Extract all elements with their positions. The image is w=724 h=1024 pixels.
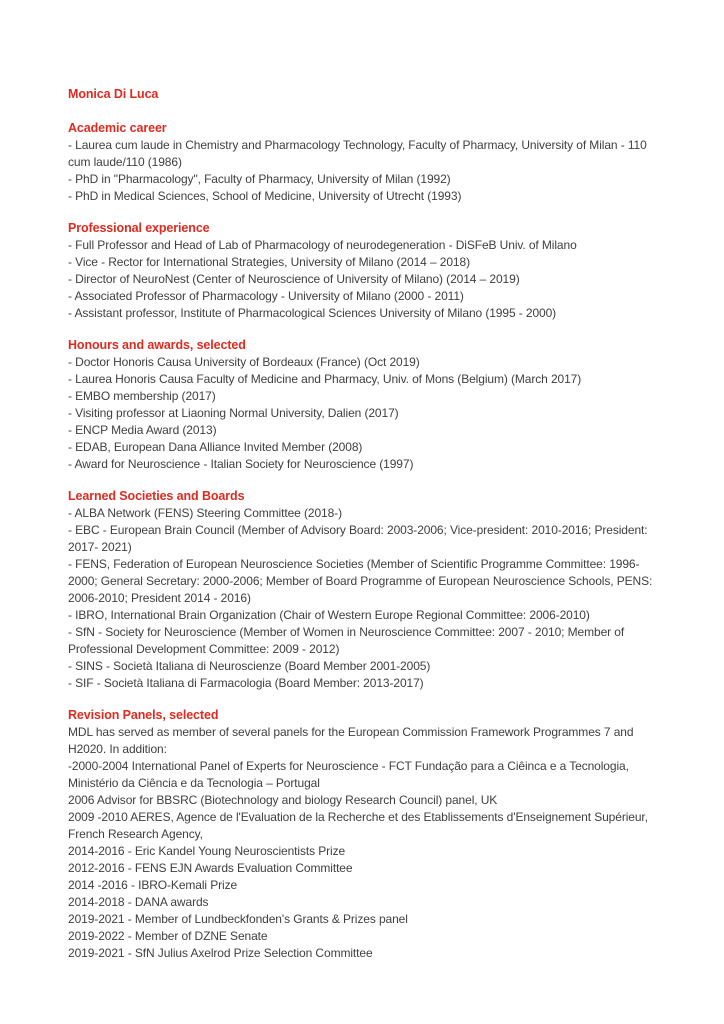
- cv-content: [68, 86, 660, 962]
- cv-line: - Laurea cum laude in Chemistry and Pharmacology Technology, Faculty of Pharmacy, University of Milan - 110 cum laude/110 (1986): [68, 138, 647, 169]
- cv-line: - EMBO membership (2017): [68, 389, 216, 403]
- cv-line: 2019-2021 - Member of Lundbeckfonden's Grants & Prizes panel: [68, 912, 408, 926]
- cv-line: - Director of NeuroNest (Center of Neuroscience of University of Milano) (2014 – 2019): [68, 272, 520, 286]
- cv-section: [68, 120, 660, 205]
- cv-line: - Associated Professor of Pharmacology - University of Milano (2000 - 2011): [68, 289, 464, 303]
- cv-line: - EBC - European Brain Council (Member of Advisory Board: 2003-2006; Vice-president: 2010-2016; President: 2017- 2021): [68, 523, 648, 554]
- cv-line: 2012-2016 - FENS EJN Awards Evaluation Committee: [68, 861, 353, 875]
- cv-line: -2000-2004 International Panel of Experts for Neuroscience - FCT Fundação para a Ciêinca e a Tecnologia, Ministério da Ciência e da Tecnologia – Portugal: [68, 759, 629, 790]
- cv-line: 2014 -2016 - IBRO-Kemali Prize: [68, 878, 238, 892]
- cv-line: - Doctor Honoris Causa University of Bordeaux (France) (Oct 2019): [68, 355, 420, 369]
- cv-line: 2009 -2010 AERES, Agence de l'Evaluation de la Recherche et des Etablissements d'Enseignement Supérieur, French Research Agency,: [68, 810, 648, 841]
- cv-line: 2019-2021 - SfN Julius Axelrod Prize Selection Committee: [68, 946, 373, 960]
- section-heading: Honours and awards, selected: [68, 338, 246, 352]
- cv-section: [68, 220, 660, 322]
- section-heading: Academic career: [68, 121, 167, 135]
- cv-line: - PhD in "Pharmacology", Faculty of Pharmacy, University of Milan (1992): [68, 172, 451, 186]
- cv-line: - EDAB, European Dana Alliance Invited Member (2008): [68, 440, 363, 454]
- cv-line: 2006 Advisor for BBSRC (Biotechnology and biology Research Council) panel, UK: [68, 793, 498, 807]
- cv-line: - SIF - Società Italiana di Farmacologia (Board Member: 2013-2017): [68, 676, 424, 690]
- cv-line: - ENCP Media Award (2013): [68, 423, 217, 437]
- cv-line: - FENS, Federation of European Neuroscience Societies (Member of Scientific Programme Committee: 1996-2000; General Secretary: 2000-2006; Member of Board Programme of European Neuroscience Schools, PENS: 2006-2010; President 2014 - 2016): [68, 557, 653, 605]
- cv-line: - Vice - Rector for International Strategies, University of Milano (2014 – 2018): [68, 255, 470, 269]
- cv-section: [68, 707, 660, 962]
- cv-line: 2014-2016 - Eric Kandel Young Neuroscientists Prize: [68, 844, 346, 858]
- cv-section: [68, 337, 660, 473]
- cv-line: - Visiting professor at Liaoning Normal University, Dalien (2017): [68, 406, 399, 420]
- cv-line: - Full Professor and Head of Lab of Pharmacology of neurodegeneration - DiSFeB Univ. of Milano: [68, 238, 577, 252]
- cv-line: - Assistant professor, Institute of Pharmacological Sciences University of Milano (1995 - 2000): [68, 306, 557, 320]
- section-heading: Learned Societies and Boards: [68, 489, 245, 503]
- cv-line: - Laurea Honoris Causa Faculty of Medicine and Pharmacy, Univ. of Mons (Belgium) (March 2017): [68, 372, 582, 386]
- cv-line: - IBRO, International Brain Organization (Chair of Western Europe Regional Committee: 2006-2010): [68, 608, 590, 622]
- cv-line: - SINS - Società Italiana di Neuroscienze (Board Member 2001-2005): [68, 659, 431, 673]
- cv-line: 2014-2018 - DANA awards: [68, 895, 209, 909]
- section-heading: Professional experience: [68, 221, 210, 235]
- cv-section: [68, 488, 660, 692]
- cv-line: - PhD in Medical Sciences, School of Medicine, University of Utrecht (1993): [68, 189, 462, 203]
- author-name: Monica Di Luca: [68, 87, 159, 101]
- cv-line: 2019-2022 - Member of DZNE Senate: [68, 929, 268, 943]
- cv-line: MDL has served as member of several panels for the European Commission Framework Programmes 7 and H2020. In addition:: [68, 725, 634, 756]
- cv-line: - Award for Neuroscience - Italian Society for Neuroscience (1997): [68, 457, 414, 471]
- cv-sections: [68, 120, 660, 962]
- cv-line: - ALBA Network (FENS) Steering Committee (2018-): [68, 506, 342, 520]
- section-heading: Revision Panels, selected: [68, 708, 219, 722]
- cv-line: - SfN - Society for Neuroscience (Member of Women in Neuroscience Committee: 2007 - 2010; Member of Professional Development Committee: 2009 - 2012): [68, 625, 625, 656]
